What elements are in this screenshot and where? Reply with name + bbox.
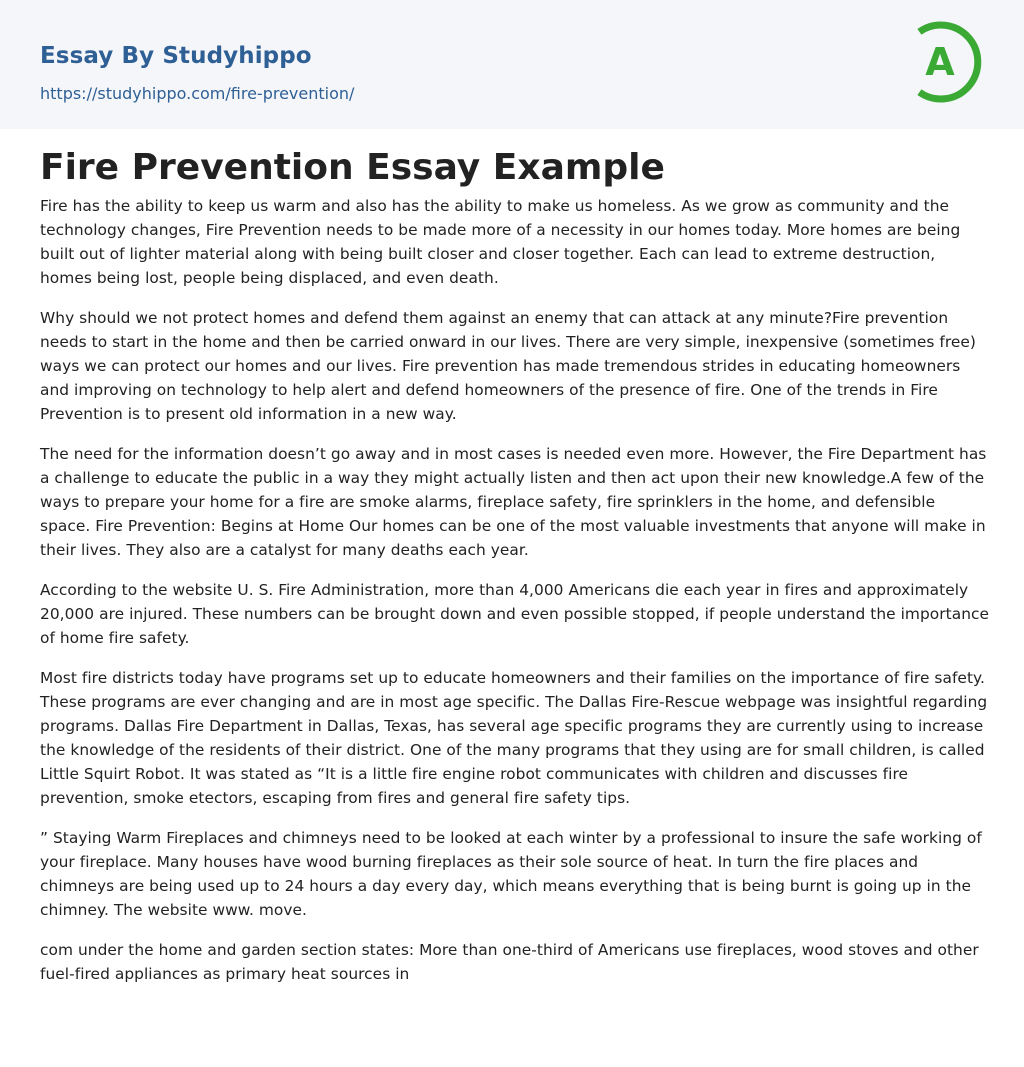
article-paragraph: Fire has the ability to keep us warm and also has the ability to make us homeless. As we grow as community and the technology changes, Fire Prevention needs to be made more of a necessity in our homes today. More homes are being built out of lighter material along with being built closer and closer together. Each can lead to extreme destruction, homes being lost, people being displaced, and even death. [40, 197, 961, 287]
page-url-link[interactable]: https://studyhippo.com/fire-prevention/ [40, 84, 355, 103]
logo-letter: A [925, 40, 955, 84]
article-paragraph: Most fire districts today have programs set up to educate homeowners and their families on the importance of fire safety. These programs are ever changing and are in most age specific. The Dallas Fire-Rescue webpage was insightful regarding programs. Dallas Fire Department in Dallas, Texas, has several age specific programs they are currently using to increase the knowledge of the residents of their district. One of the many programs that they using are for small children, is called Little Squirt Robot. It was stated as “It is a little fire engine robot communicates with children and discusses fire prevention, smoke etectors, escaping from fires and general fire safety tips. [40, 669, 988, 807]
article-paragraph: com under the home and garden section states: More than one-third of Americans use fireplaces, wood stoves and other fuel-fired appliances as primary heat sources in [40, 941, 979, 983]
article-paragraph: According to the website U. S. Fire Administration, more than 4,000 Americans die each year in fires and approximately 20,000 are injured. These numbers can be brought down and even possible stopped, if people understand the importance of home fire safety. [40, 581, 990, 647]
article-body [40, 194, 990, 1002]
studyhippo-logo-icon[interactable] [912, 19, 986, 105]
article-paragraph: ” Staying Warm Fireplaces and chimneys need to be looked at each winter by a professional to insure the safe working of your fireplace. Many houses have wood burning fireplaces as their sole source of heat. In turn the fire places and chimneys are being used up to 24 hours a day every day, which means everything that is being burnt is going up in the chimney. The website www. move. [40, 829, 982, 919]
article-paragraph: The need for the information doesn’t go away and in most cases is needed even more. However, the Fire Department has a challenge to educate the public in a way they might actually listen and then act upon their new knowledge.A few of the ways to prepare your home for a fire are smoke alarms, fireplace safety, fire sprinklers in the home, and defensible space. Fire Prevention: Begins at Home Our homes can be one of the most valuable investments that anyone will make in their lives. They also are a catalyst for many deaths each year. [40, 445, 987, 559]
article-paragraph: Why should we not protect homes and defend them against an enemy that can attack at any minute?Fire prevention needs to start in the home and then be carried onward in our lives. There are very simple, inexpensive (sometimes free) ways we can protect our homes and our lives. Fire prevention has made tremendous strides in educating homeowners and improving on technology to help alert and defend homeowners of the presence of fire. One of the trends in Fire Prevention is to present old information in a new way. [40, 309, 976, 423]
article-title: Fire Prevention Essay Example [40, 147, 665, 188]
site-brand[interactable]: Essay By Studyhippo [40, 43, 312, 69]
